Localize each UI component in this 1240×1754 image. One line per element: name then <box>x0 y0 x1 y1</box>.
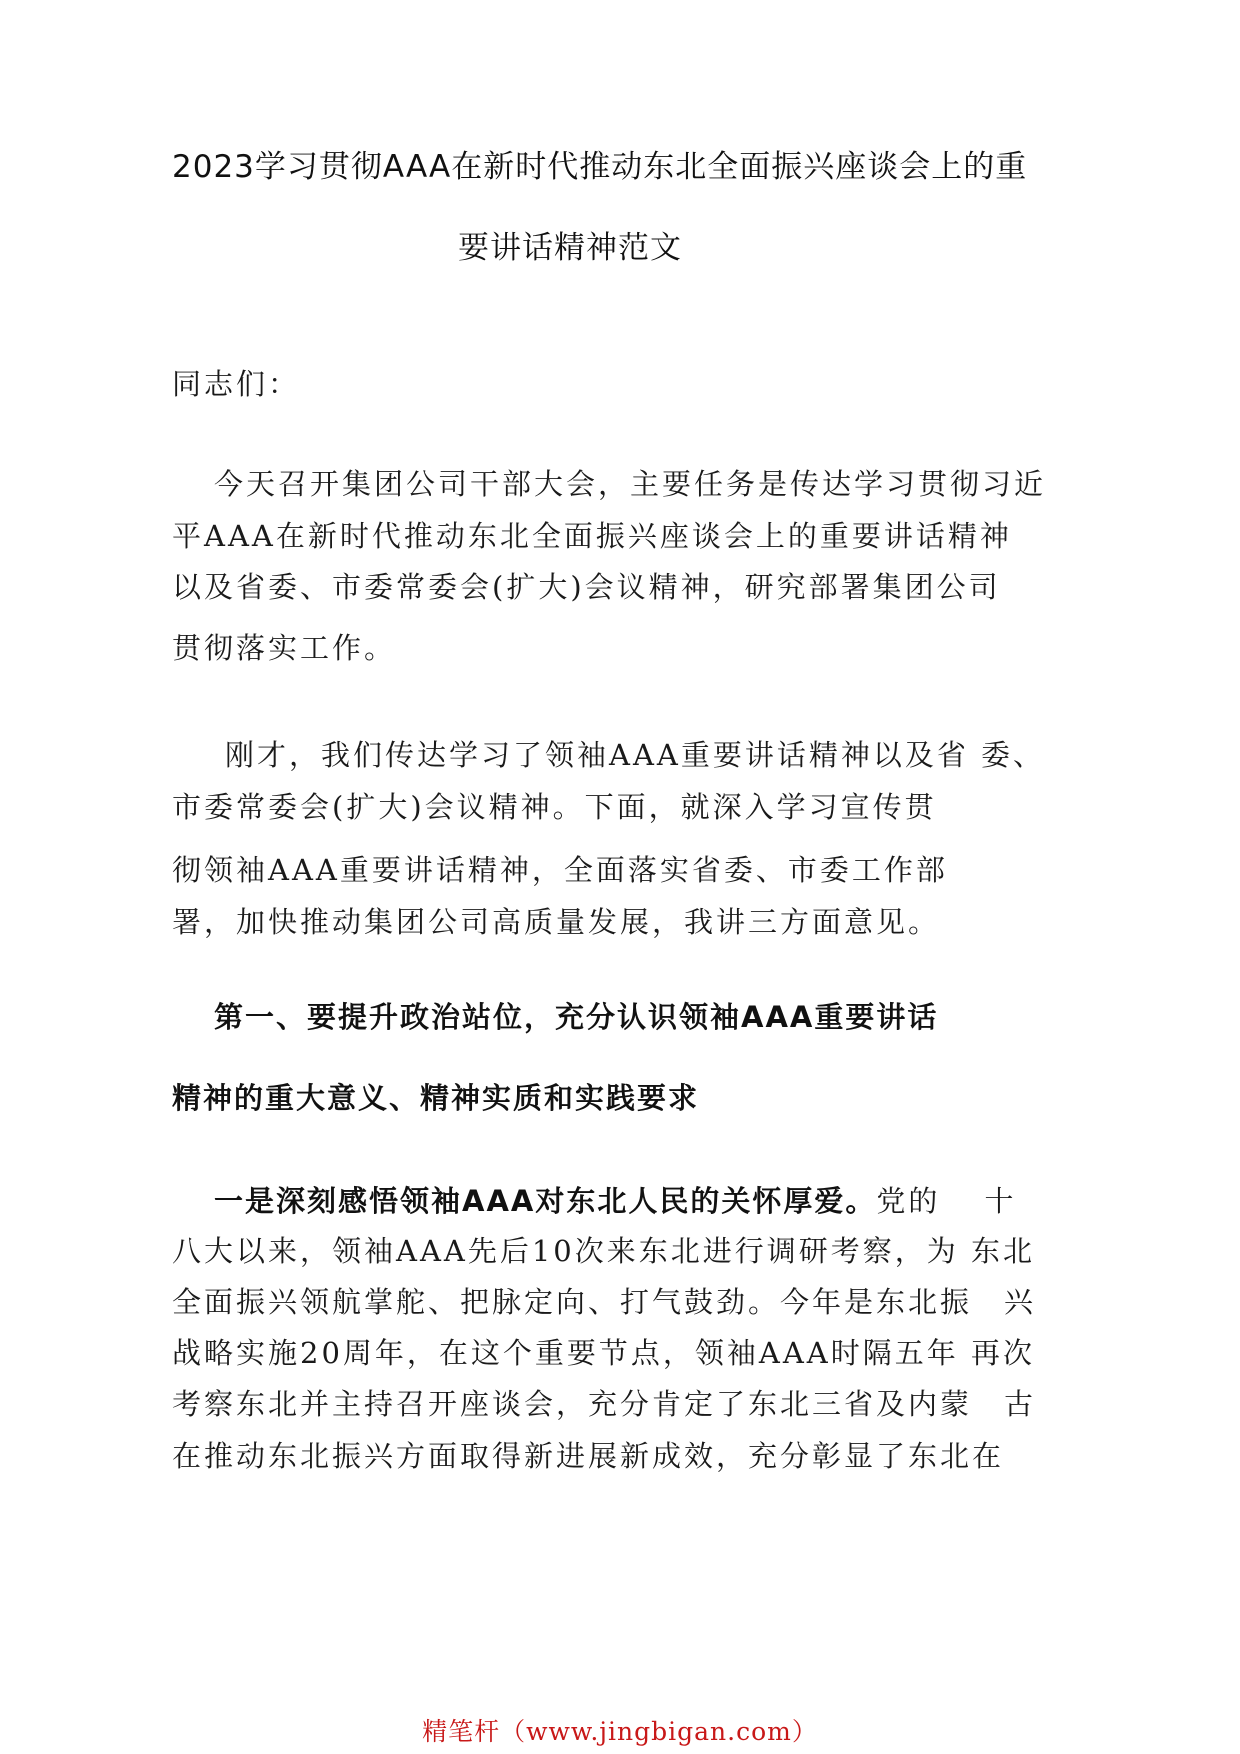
paragraph-3-line: 八大以来，领袖AAA先后10次来东北进行调研考察，为 东北 <box>172 1234 1035 1268</box>
section-heading-line-2: 精神的重大意义、精神实质和实践要求 <box>172 1081 700 1115</box>
document-title-line-1: 2023学习贯彻AAA在新时代推动东北全面振兴座谈会上的重 <box>172 149 1028 185</box>
footer-watermark: 精笔杆（www.jingbigan.com） <box>422 1717 818 1746</box>
paragraph-3-bold-lead: 一是深刻感悟领袖AAA对东北人民的关怀厚爱。 <box>214 1184 877 1218</box>
paragraph-1-line: 平AAA在新时代推动东北全面振兴座谈会上的重要讲话精神 <box>172 519 1012 553</box>
paragraph-3-line: 全面振兴领航掌舵、把脉定向、打气鼓劲。今年是东北振 兴 <box>172 1285 1037 1319</box>
paragraph-3-line: 考察东北并主持召开座谈会，充分肯定了东北三省及内蒙 古 <box>172 1387 1037 1421</box>
paragraph-2-line: 彻领袖AAA重要讲话精神，全面落实省委、市委工作部 <box>172 853 948 887</box>
paragraph-2-line: 署，加快推动集团公司高质量发展，我讲三方面意见。 <box>172 905 941 939</box>
paragraph-2-line: 市委常委会(扩大)会议精神。下面，就深入学习宣传贯 <box>172 790 937 824</box>
paragraph-1-line: 以及省委、市委常委会(扩大)会议精神，研究部署集团公司 <box>172 570 1001 604</box>
paragraph-3-line: 战略实施20周年，在这个重要节点，领袖AAA时隔五年 再次 <box>172 1336 1035 1370</box>
salutation: 同志们： <box>172 367 301 401</box>
paragraph-3-line: 在推动东北振兴方面取得新进展新成效，充分彰显了东北在 <box>172 1439 1005 1473</box>
section-heading-line-1: 第一、要提升政治站位，充分认识领袖AAA重要讲话 <box>214 1000 939 1034</box>
paragraph-1-line: 贯彻落实工作。 <box>172 631 397 665</box>
paragraph-3-first-line <box>214 1179 1017 1220</box>
paragraph-1-line: 今天召开集团公司干部大会，主要任务是传达学习贯彻习近 <box>214 467 1047 501</box>
paragraph-3-lead-rest: 党的 十 <box>876 1184 1017 1218</box>
paragraph-2-line: 刚才，我们传达学习了领袖AAA重要讲话精神以及省 委、 <box>225 738 1046 772</box>
document-title-line-2: 要讲话精神范文 <box>458 230 682 266</box>
